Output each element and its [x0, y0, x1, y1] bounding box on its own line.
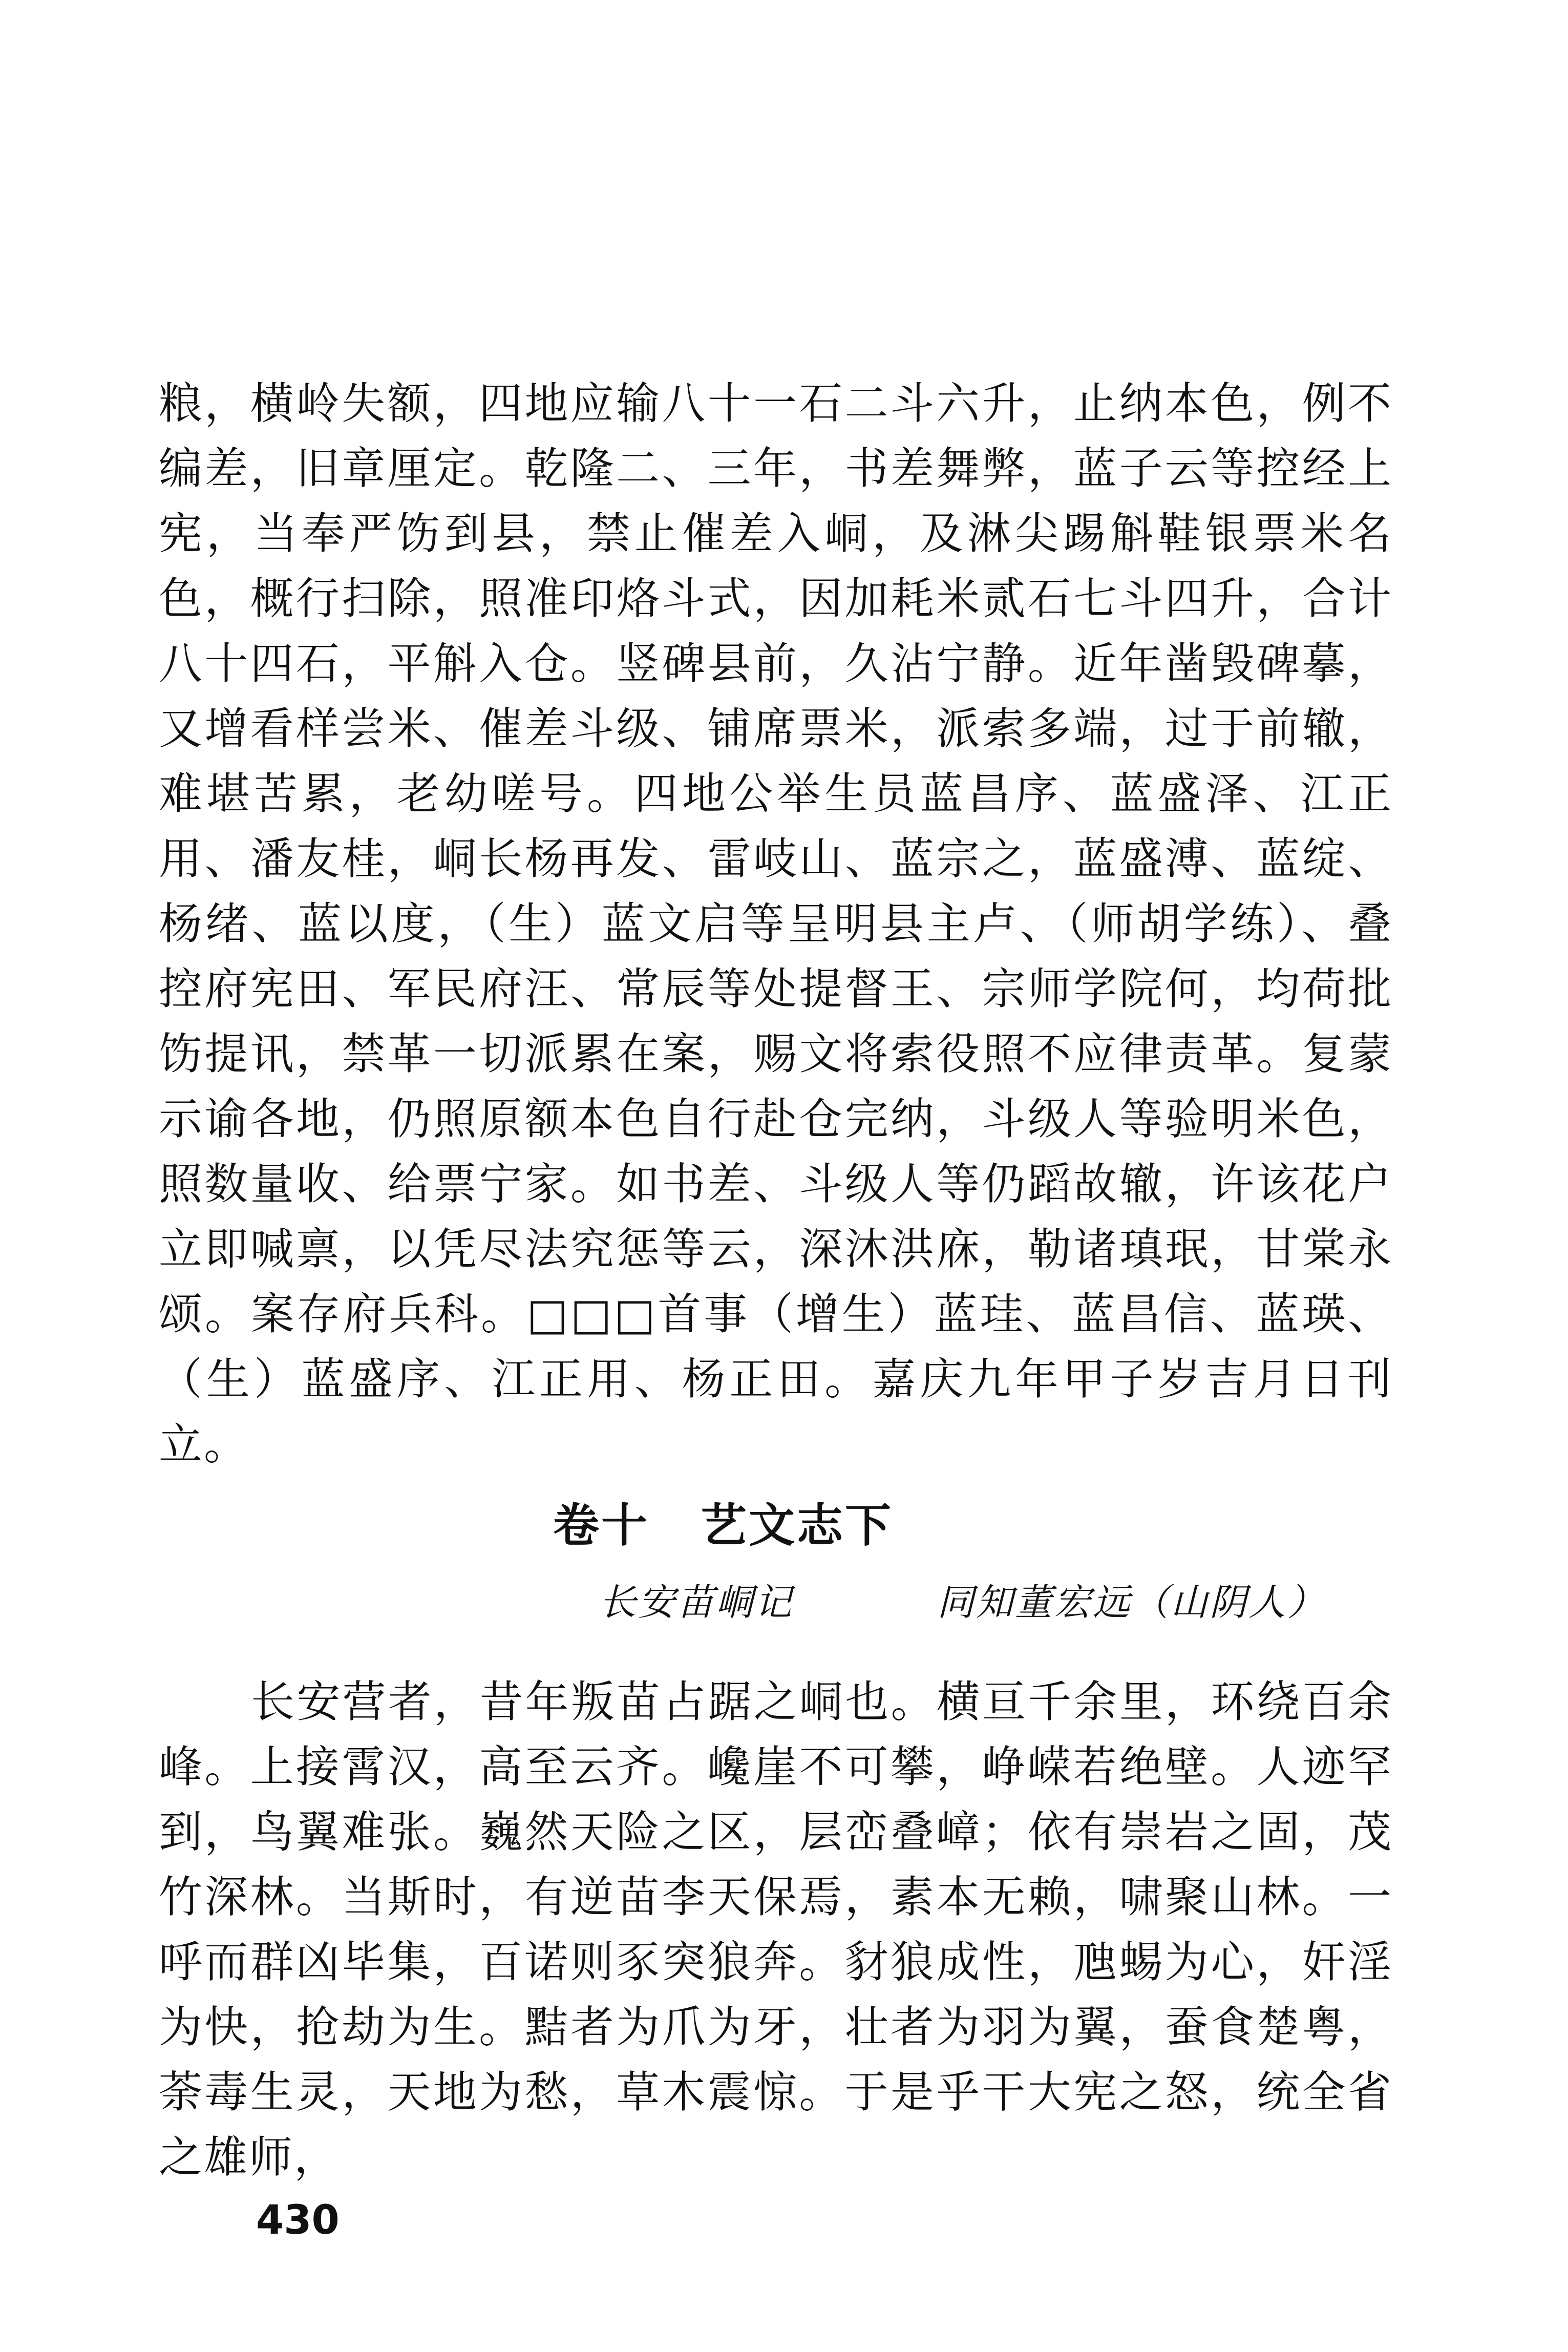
article-author: 同知董宏远（山阴人） — [937, 1581, 1327, 1624]
section-heading — [553, 1488, 893, 1555]
volume-label: 卷十 — [553, 1499, 649, 1552]
paragraph-decree: 粮，横岭失额，四地应输八十一石二斗六升，止纳本色，例不编差，旧章厘定。乾隆二、三年，书差舞弊，蓝子云等控经上宪，当奉严饬到县，禁止催差入峒，及淋尖踢斛鞋银票米名色，概行扫除，照准印烙斗式，因加耗米贰石七斗四升，合计八十四石，平斛入仓。竖碑县前，久沾宁静。近年凿毁碑摹，又增看样尝米、催差斗级、铺席票米，派索多端，过于前辙，难堪苦累，老幼嗟号。四地公举生员蓝昌序、蓝盛泽、江正用、潘友桂，峒长杨再发、雷岐山、蓝宗之，蓝盛溥、蓝绽、杨绪、蓝以度，（生）蓝文启等呈明县主卢、（师胡学练）、叠控府宪田、军民府汪、常辰等处提督王、宗师学院何，均荷批饬提讯，禁革一切派累在案，赐文将索役照不应律责革。复蒙示谕各地，仍照原额本色自行赴仓完纳，斗级人等验明米色，照数量收、给票宁家。如书差、斗级人等仍蹈故辙，许该花户立即喊禀，以凭尽法究惩等云，深沐洪庥，勒诸瑱珉，甘棠永颂。案存府兵科。□□□首事（增生）蓝珪、蓝昌信、蓝瑛、（生）蓝盛序、江正用、杨正田。嘉庆九年甲子岁吉月日刊立。 — [159, 379, 1393, 1470]
paragraph-article: 长安营者，昔年叛苗占踞之峒也。横亘千余里，环绕百余峰。上接霄汉，高至云齐。巉崖不可攀，峥嵘若绝壁。人迹罕到，鸟翼难张。巍然天险之区，层峦叠嶂；依有崇岩之固，茂竹深林。当斯时，有逆苗李天保焉，素本无赖，啸聚山林。一呼而群凶毕集，百诺则豕突狼奔。豺狼成性，虺蜴为心，奸淫为快，抢劫为生。黠者为爪为牙，壮者为羽为翼，蚕食楚粤，荼毒生灵，天地为愁，草木震惊。于是乎干大宪之怒，统全省之雄师， — [159, 1677, 1393, 2183]
page-number: 430 — [256, 2197, 340, 2243]
section-title: 艺文志下 — [701, 1499, 893, 1552]
article-title: 长安苗峒记 — [599, 1581, 794, 1624]
